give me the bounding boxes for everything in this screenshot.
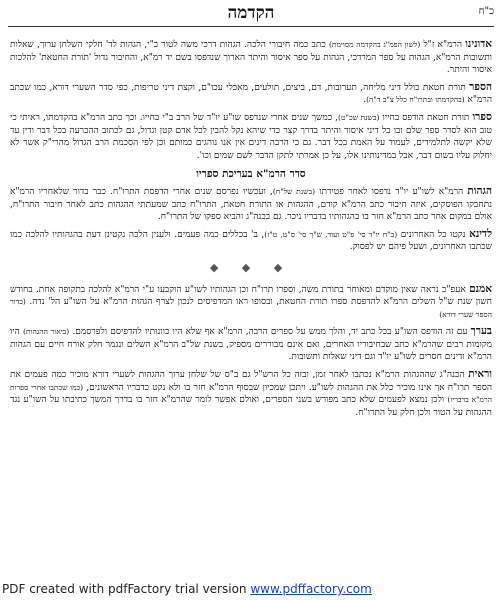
paragraph-lead-word: הספר	[469, 80, 492, 93]
paragraph-lead-word: וראית	[468, 368, 492, 381]
paragraph-lead-word: אמנם	[469, 282, 492, 295]
paragraph-lead-word: הגהות	[467, 184, 492, 197]
paragraph-citation: (בשנת של"ח)	[272, 186, 316, 196]
paragraph-lead-word: ספרו	[472, 110, 492, 123]
paragraph-text: אעפ"כ נראה שאין מוקדם ומאוחר בתורת משה, וספרו תרו"ח וכן הגהותיו לשו"ע הוקבעו ע"י הרמ"א להלכה בתקופה אחת. בחודש חשון שנת ש"ל השלים הרמ"א להדפסת ספרו תורת החטאת, ובסופו ראו המדפיסים לנכון לצרף הגהות הרמ"א על השו"ע הל' נדה.	[10, 284, 492, 308]
document-body	[10, 38, 492, 423]
paragraph-citation: (ב"ח יו"ד סי' פ"ט ועוד, ש"ך סי' ס"ט, ט"ז)	[264, 229, 398, 239]
paragraph-text: הרמ"א לשו"ע יו"ד נדפסו לאחר פטירתו	[315, 186, 468, 197]
paragraph	[10, 111, 492, 162]
pdf-footer	[2, 582, 500, 597]
paragraph-citation: (לשון הפמ"ג בהקדמה מסוימת)	[328, 40, 421, 49]
footer-text: PDF created with pdfFactory trial version	[2, 582, 251, 596]
paragraph	[10, 325, 492, 364]
paragraph-text: הכנה"ג שההגהות הרמ"א נכתבו לאחר זמן, ובזה כל הרש"ל גם ב"ס של שלחן ערוך ההגהות לשערי דורא מוכיר כמה פעמים את הספר תרו"ח אך אינו מוכיר כלל את ההגהות לשו"ע. ויתכן שמכיון שבסוף הרמ"א חזר בו ולא נקט כדבריו הראשונים,	[10, 370, 493, 393]
paragraph-text: , ב' בכללים כמה פעמים. ולענין הלכה נקטינן דעת בהגהותיו להלכה כמו שכתבו האחרונים, ושעל פיהם יש לפסוק.	[10, 229, 492, 253]
paragraph-text: ולכן נמצא לפעמים שלא כתב מפורש בשני הספרים, ואולם אפשר לומר שהרמ"א חזר בו בדרך המשך כתיבתו על השו"ע נגד ההגהות על הטור ולכן חלק על התרו"ח.	[10, 395, 492, 418]
paragraph-text: .	[363, 95, 367, 106]
section-title: סדר הרמ"א בעריכת ספריו	[196, 168, 306, 181]
paragraph-citation: (ביאור ההגהות)	[23, 327, 70, 337]
page-number: כ"ח	[478, 6, 494, 17]
paragraph-text: הרמ"א ז"ל	[420, 40, 466, 50]
paragraph-lead-word: בערך	[470, 325, 492, 338]
paragraph-citation: (כמו שכתבו אחרי ספרות הרמ"א בדבריו)	[10, 382, 492, 405]
paragraph-text: נקטו כל האחרונים	[397, 229, 470, 240]
paragraph-text: כתב כמה חיבורי הלכה. הגהות דרכי משה לטור ב"י, הגהות לד' חלקי השלחן ערוך, שאלות ותשובות הרמ"א, הגהות על ספר המרדכי, הגהות על ספר איסור והיתר הארוך שנדפסו בשם יד רמ"א, והחיבור גדול 'תורת החטאת' להלכות איסור והיתר.	[10, 40, 492, 76]
paragraph	[10, 228, 492, 254]
paragraph-lead-word: אדונינו	[465, 38, 492, 50]
paragraph-text: , ועכשיו נפרסם שנים אחרי הדפסת התרו"ח. כבר בדור שלאחריו הרמ"א נתחבקו הפוסקים, איזה חיבור כתב הרמ"א קודם, ההגהות או התורת חטאת, התרו"ח כתב שמעתתי ההגהות כתב לאחר חיבור התרו"ח, אולם במקום אחר כתב הרמ"א חזר בו בהגהותיו בדבריו ניכר. גם בכנה"ג והביא ספקו של התרו"ח.	[10, 186, 492, 223]
paragraph-lead-word: לדינא	[469, 227, 492, 240]
page-title: הקדמה	[227, 3, 275, 23]
paragraph	[10, 185, 492, 224]
paragraph-text: תורת חטאת כולל דיני מליחה, תערובות, דם, ביצים, תולעים, מאכלי עכו"ם, וקצת דיני טריפות, כפי סדר השערי דורא, כמו שכתב הרמ"א	[10, 82, 492, 106]
closing-paragraphs	[10, 283, 492, 420]
diamond-separator-icon: ◆ ◆ ◆	[209, 260, 293, 274]
paragraph	[10, 368, 492, 419]
section-paragraphs	[10, 185, 492, 254]
paragraph-text: היו מקומות רבים שהרמ"א כתב שבחיבוריו האחרים, ואם אינם מבוררים מספיק, בשנת של"ב הרמ"א השלים ונגמר חלק אורח חיים עם הגהות הרמ"א ודינים חסרים לשו"ע יו"ד וגם דיני שאלות ותשובות.	[10, 327, 492, 363]
paragraph-citation: (כדור הספר שערי דורא)	[10, 297, 492, 319]
pdffactory-link[interactable]: www.pdffactory.com	[250, 582, 372, 596]
paragraph	[10, 81, 492, 107]
paragraph-text: , כמשך שנים אחרי שנדפס שו"ע יו"ד של הרב ב"י בחייו. וכך כתב הרמ"א בהקדמתו, ראיתי כי טוב הוא לסדר ספר שלם ובו כל דיני איסור והיתר בדרך קצר כדי שיהא נקל להבין לכל אדם קטן וגדול, גם לכתוב ההכרעה בכל דבר ודין עד שלא יקשה לתלמידים, לעמוד על האמת בכל דבר. גם כי הרבה דינים אין אנו נוהגים כמותם וכן לפי הסכמת הרב הגדול מהרי"ק אשר לא יחלוק עליו בשום דבר, אבל במדינותינו אלו, על כן אמרתי לתקן הדבר לשם שמים וכו'.	[10, 112, 492, 161]
paragraph	[10, 38, 492, 77]
title-divider	[8, 26, 494, 27]
paragraph-text: עם זה הודפס השו"ע בכל כתב יד, והלך ממש על ספרים הרבה, הרמ"א אף שלא היו כוונותיו להדפיסם ולפרסמם.	[69, 327, 471, 338]
paragraph	[10, 283, 492, 322]
intro-paragraphs	[10, 38, 492, 162]
paragraph-citation: (בהקדמתו ובתרו"ח כלל צ"ב ד"ה)	[366, 95, 465, 105]
paragraph-citation: (בשנת שכ"ט)	[338, 112, 380, 122]
paragraph-text: תורת חטאת הודפס בחייו	[379, 112, 473, 123]
